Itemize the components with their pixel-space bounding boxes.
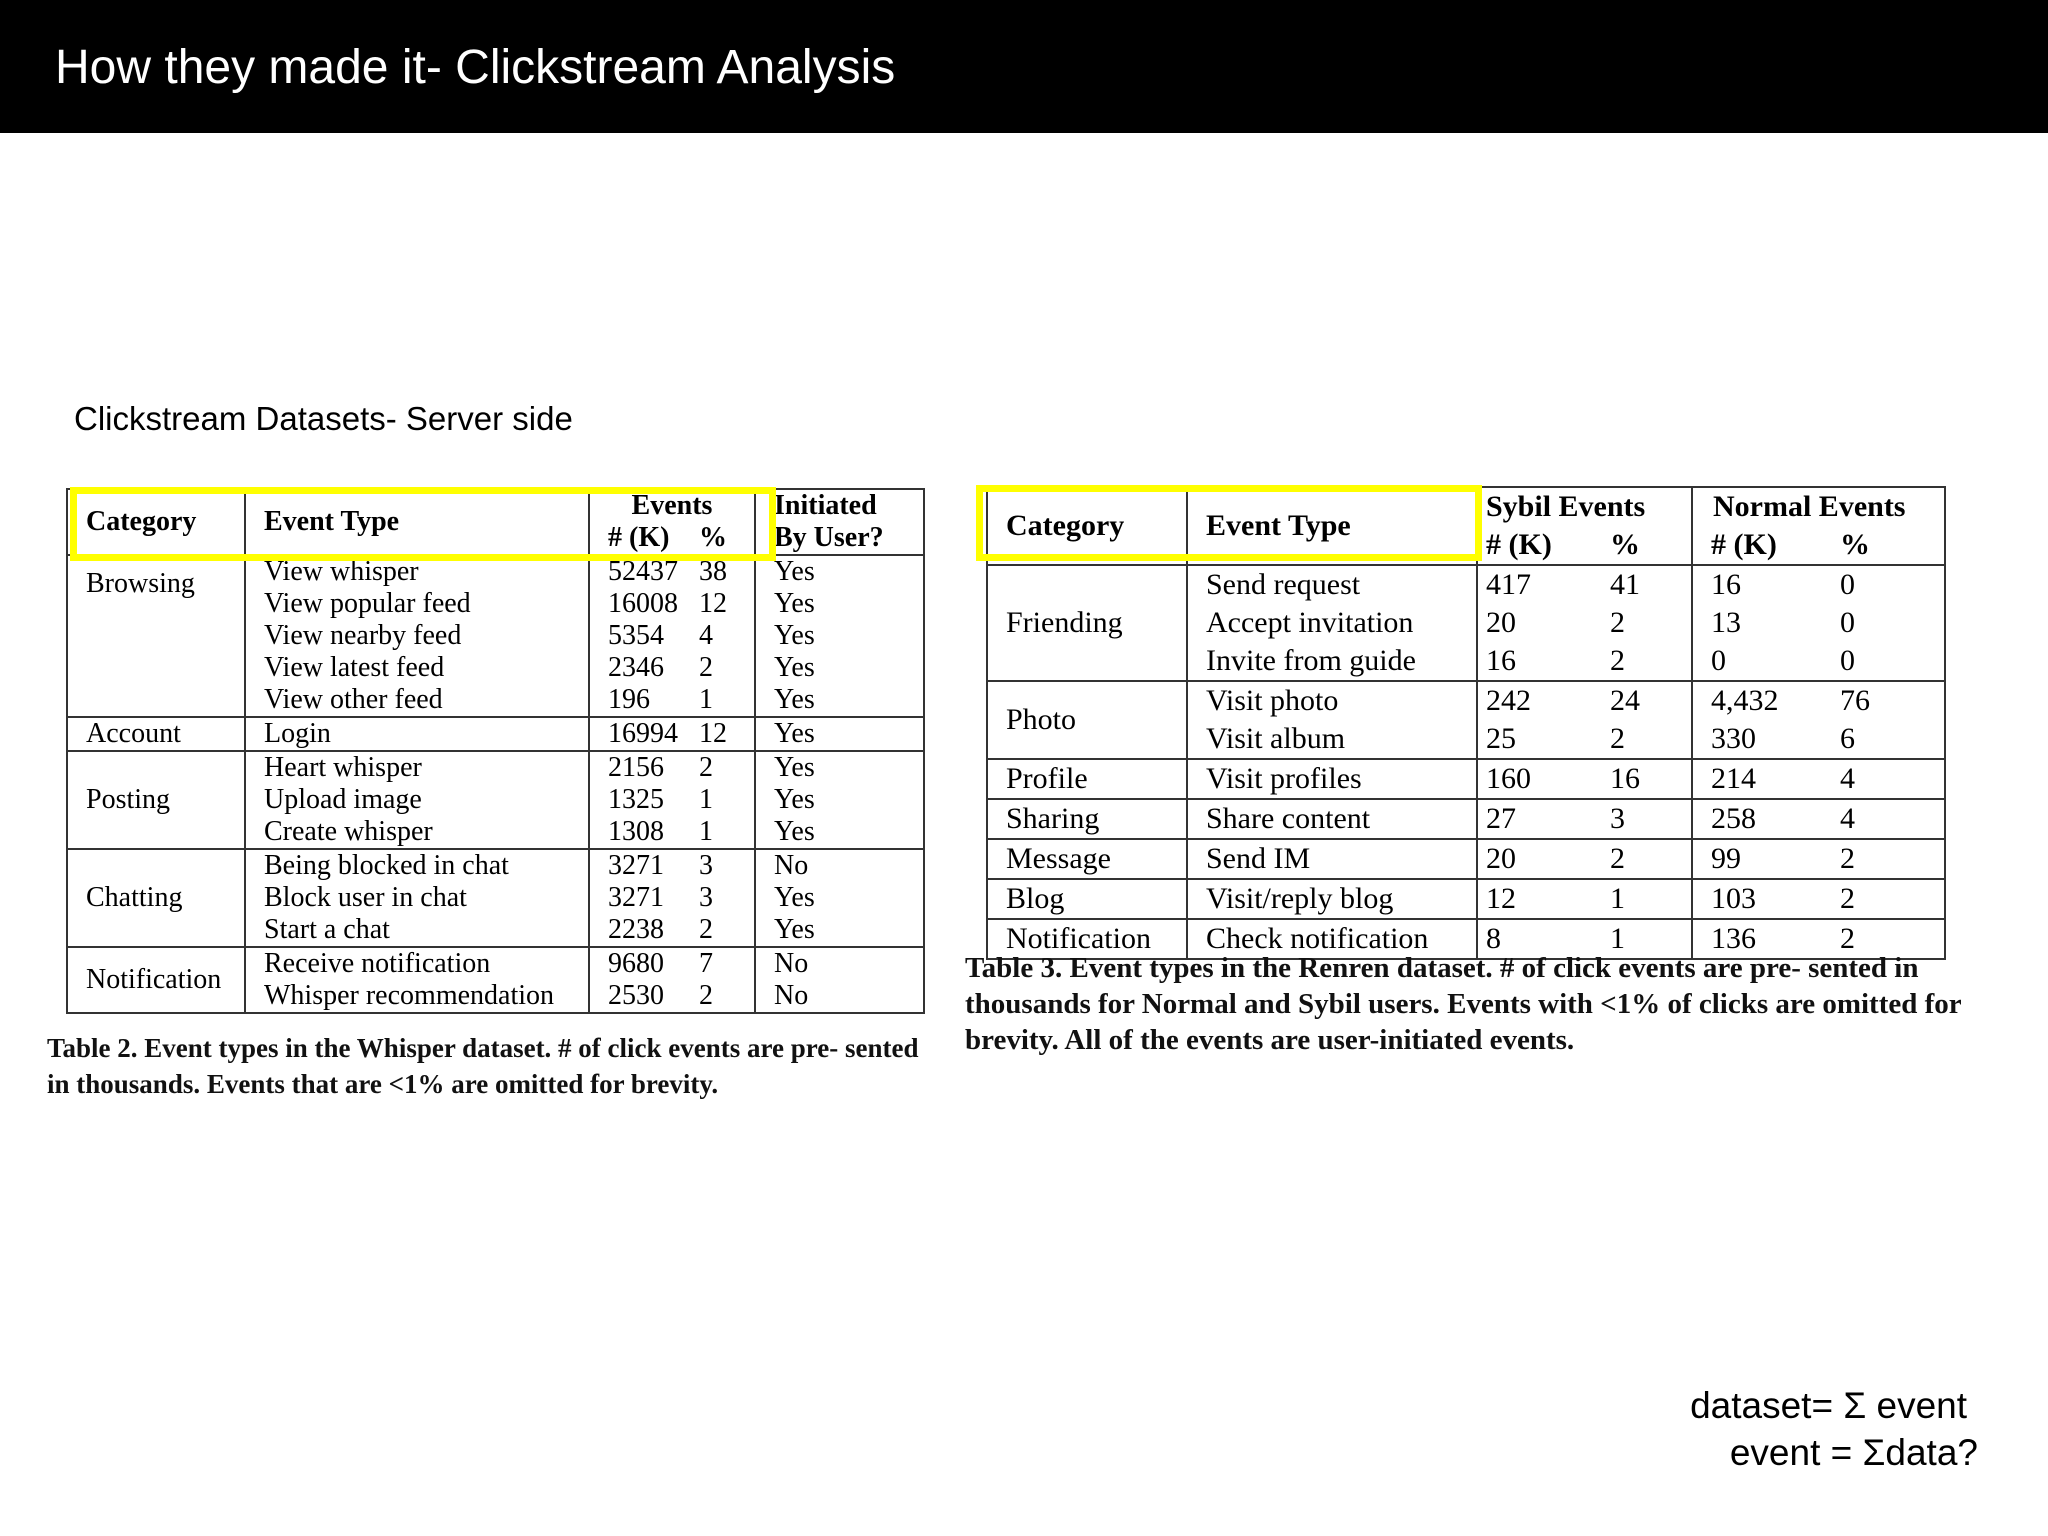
sybil-count-cell: 160: [1477, 759, 1592, 799]
event-cell: Whisper recommendation: [245, 980, 589, 1013]
sybil-count-cell: 242: [1477, 681, 1592, 720]
event-cell: Send request: [1187, 565, 1477, 604]
table3-header-event-type: Event Type: [1187, 487, 1477, 565]
formula-line-1: dataset= Σ event: [1690, 1385, 1967, 1426]
table2-category-chatting: Chatting: [67, 849, 245, 947]
sybil-pct-cell: 3: [1592, 799, 1692, 839]
user-cell: No: [755, 980, 924, 1013]
pct-cell: 4: [699, 620, 713, 651]
table3-header-normal-pct: %: [1822, 526, 1945, 565]
count-cell: 3271: [589, 849, 699, 882]
table3-category-notification: Notification: [1006, 922, 1151, 955]
sybil-pct-cell: 2: [1592, 642, 1692, 681]
table3-category-profile: Profile: [987, 759, 1187, 799]
count-cell: 2530: [589, 980, 699, 1013]
event-cell: View nearby feed: [245, 620, 589, 652]
pct-cell: 2: [699, 652, 713, 683]
normal-count-cell: 0: [1692, 642, 1822, 681]
normal-count-cell: 330: [1692, 720, 1822, 759]
table3-body: [987, 565, 1945, 959]
count-cell: 2156: [589, 751, 699, 784]
pct-cell: 1: [699, 816, 755, 849]
table2-header-by-user: By User?: [755, 522, 924, 555]
table2-header-initiated: Initiated: [755, 489, 924, 522]
normal-pct-cell: 0: [1840, 568, 1855, 601]
normal-pct-cell: 6: [1822, 720, 1945, 759]
pct-cell: 1: [699, 784, 713, 815]
sybil-count-cell: 20: [1477, 604, 1592, 642]
table-row: [67, 849, 924, 882]
normal-pct-cell: 2: [1822, 879, 1945, 919]
table3-header-sybil-pct: %: [1592, 526, 1692, 565]
sybil-count-cell: 12: [1477, 879, 1592, 919]
table-row: [987, 839, 1945, 879]
title-bar: [0, 0, 2048, 133]
normal-pct-cell: 76: [1840, 684, 1870, 717]
event-cell: Invite from guide: [1187, 642, 1477, 681]
event-cell: Visit profiles: [1187, 759, 1477, 799]
sybil-count-cell: 417: [1477, 565, 1592, 604]
count-cell: 1325: [589, 784, 699, 816]
normal-pct-cell: 4: [1822, 799, 1945, 839]
pct-cell: 2: [699, 980, 713, 1011]
user-cell: Yes: [755, 882, 924, 914]
pct-cell: 3: [699, 882, 713, 913]
pct-cell: 1: [699, 684, 755, 717]
table2-header-pct: %: [699, 522, 755, 555]
normal-count-cell: 13: [1692, 604, 1822, 642]
user-cell: No: [755, 849, 924, 882]
pct-cell: 3: [699, 850, 713, 881]
count-cell: 5354: [589, 620, 699, 652]
sybil-count-cell: 27: [1477, 799, 1592, 839]
normal-count-cell: 136: [1692, 919, 1822, 959]
table2-body: [67, 555, 924, 1013]
count-cell: 16008: [589, 588, 699, 620]
table-row: [67, 947, 924, 980]
event-cell: View popular feed: [245, 588, 589, 620]
event-cell: Login: [245, 717, 589, 751]
normal-count-cell: 4,432: [1692, 681, 1822, 720]
sybil-count-cell: 20: [1477, 839, 1592, 879]
user-cell: Yes: [755, 816, 924, 849]
table3-caption: Table 3. Event types in the Renren dataset. # of click events are pre- sented in thousands for Normal and Sybil users. Events with <1% of clicks are omitted for brevity. All of the events are user-initiated events.: [965, 952, 1962, 1056]
table2-wrapper: [66, 488, 925, 1014]
event-cell: Visit/reply blog: [1187, 879, 1477, 919]
table2: [66, 488, 925, 1014]
pct-cell: 38: [699, 556, 727, 587]
table3-header-normal-count: # (K): [1692, 526, 1822, 565]
table3-header-sybil-count: # (K): [1477, 526, 1592, 565]
table-row: [987, 565, 1945, 604]
event-cell: Start a chat: [245, 914, 589, 947]
table3-category-sharing: Sharing: [987, 799, 1187, 839]
sybil-count-cell: 25: [1477, 720, 1592, 759]
slide-title: How they made it- Clickstream Analysis: [55, 41, 896, 94]
table3-category-friending: Friending: [987, 565, 1187, 681]
user-cell: No: [755, 947, 924, 980]
event-cell: Share content: [1187, 799, 1477, 839]
slide-subtitle: Clickstream Datasets- Server side: [74, 400, 573, 437]
table2-category-browsing: Browsing: [67, 555, 245, 717]
event-cell: View latest feed: [245, 652, 589, 684]
sybil-pct-cell: 1: [1610, 922, 1625, 955]
event-cell: Check notification: [1187, 919, 1477, 959]
table-row: [987, 759, 1945, 799]
pct-cell: 12: [699, 588, 727, 619]
event-cell: Create whisper: [245, 816, 589, 849]
user-cell: Yes: [755, 751, 924, 784]
table3-header-sybil: Sybil Events: [1477, 487, 1692, 526]
event-cell: Visit album: [1187, 720, 1477, 759]
table2-header-event-type: Event Type: [245, 489, 589, 555]
normal-count-cell: 258: [1692, 799, 1822, 839]
table-row: [987, 681, 1945, 720]
count-cell: 1308: [589, 816, 699, 849]
sybil-pct-cell: 1: [1592, 879, 1692, 919]
event-cell: Upload image: [245, 784, 589, 816]
table-row: [67, 751, 924, 784]
table2-category-account: Account: [67, 717, 245, 751]
sybil-pct-cell: 41: [1610, 568, 1640, 601]
table-row: [987, 879, 1945, 919]
user-cell: Yes: [755, 620, 924, 652]
pct-cell: 2: [699, 914, 755, 947]
sybil-count-cell: 16: [1477, 642, 1592, 681]
count-cell: 2238: [589, 914, 699, 947]
user-cell: Yes: [755, 555, 924, 588]
normal-count-cell: 103: [1692, 879, 1822, 919]
event-cell: Send IM: [1187, 839, 1477, 879]
count-cell: 2346: [589, 652, 699, 684]
table-row: [67, 717, 924, 751]
table3-category-blog: Blog: [987, 879, 1187, 919]
table2-header-events: Events: [589, 489, 755, 522]
normal-count-cell: 99: [1692, 839, 1822, 879]
count-cell: 52437: [589, 555, 699, 588]
table2-category-posting: Posting: [67, 751, 245, 849]
event-cell: View other feed: [245, 684, 589, 717]
normal-count-cell: 16: [1692, 565, 1822, 604]
formula-line-2: event = Σdata?: [1729, 1432, 1978, 1473]
table2-header-category: Category: [67, 489, 245, 555]
event-cell: Visit photo: [1187, 681, 1477, 720]
user-cell: Yes: [755, 684, 924, 717]
table3-category-message: Message: [987, 839, 1187, 879]
table3-header-category: Category: [987, 487, 1187, 565]
pct-cell: 12: [699, 717, 755, 751]
table2-category-notification: Notification: [86, 964, 222, 995]
pct-cell: 7: [699, 948, 713, 979]
normal-pct-cell: 4: [1822, 759, 1945, 799]
event-cell: Receive notification: [245, 947, 589, 980]
table2-header-count: # (K): [589, 522, 699, 555]
sybil-count-cell: 8: [1477, 919, 1592, 959]
sybil-pct-cell: 2: [1610, 606, 1625, 639]
event-cell: Accept invitation: [1187, 604, 1477, 642]
user-cell: Yes: [755, 914, 924, 947]
sybil-pct-cell: 16: [1592, 759, 1692, 799]
normal-pct-cell: 0: [1822, 642, 1945, 681]
formula-note: [1600, 1382, 1978, 1476]
event-cell: Block user in chat: [245, 882, 589, 914]
count-cell: 3271: [589, 882, 699, 914]
user-cell: Yes: [755, 784, 924, 816]
normal-count-cell: 214: [1692, 759, 1822, 799]
sybil-pct-cell: 2: [1592, 839, 1692, 879]
table2-caption: Table 2. Event types in the Whisper dataset. # of click events are pre- sented in thousands. Events that are <1% are omitted for brevity.: [47, 1033, 919, 1099]
normal-pct-cell: 2: [1822, 839, 1945, 879]
table2-header-highlight: [70, 487, 776, 561]
table3-category-photo: Photo: [987, 681, 1187, 759]
pct-cell: 2: [699, 752, 713, 783]
event-cell: Heart whisper: [245, 751, 589, 784]
event-cell: Being blocked in chat: [245, 849, 589, 882]
count-cell: 196: [589, 684, 699, 717]
table3-header-highlight: [976, 485, 1482, 561]
normal-pct-cell: 2: [1840, 922, 1855, 955]
table3-header-normal: Normal Events: [1692, 487, 1945, 526]
user-cell: Yes: [755, 717, 924, 751]
sybil-pct-cell: 24: [1610, 684, 1640, 717]
sybil-pct-cell: 2: [1592, 720, 1692, 759]
count-cell: 9680: [589, 947, 699, 980]
table-row: [987, 799, 1945, 839]
event-cell: View whisper: [245, 555, 589, 588]
count-cell: 16994: [589, 717, 699, 751]
normal-pct-cell: 0: [1840, 606, 1855, 639]
user-cell: Yes: [755, 588, 924, 620]
user-cell: Yes: [755, 652, 924, 684]
